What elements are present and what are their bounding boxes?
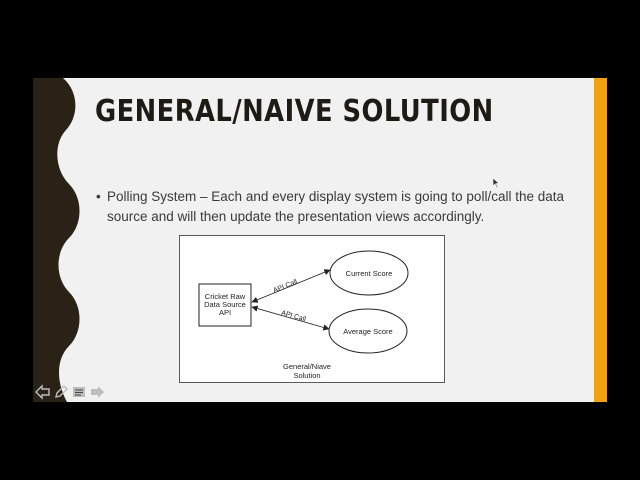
edge-label-bottom: API Call — [280, 309, 307, 324]
average-score-label: Average Score — [343, 327, 393, 336]
bullet-text: Polling System – Each and every display system is going to poll/call the data source and will then update the presentation views accordingly. — [107, 189, 564, 224]
slide — [33, 78, 607, 402]
bullet-point — [96, 187, 566, 227]
source-label-line3: API — [218, 308, 232, 317]
diagram-caption-line1: General/Niave — [283, 362, 331, 371]
forward-arrow-icon[interactable] — [89, 384, 105, 400]
accent-bar — [594, 78, 607, 402]
menu-icon[interactable] — [71, 384, 87, 400]
architecture-diagram — [179, 235, 445, 383]
current-score-label: Current Score — [345, 269, 393, 278]
source-label-line2: Data Source — [204, 300, 246, 309]
slide-title: GENERAL/NAIVE SOLUTION — [95, 94, 494, 129]
pen-icon[interactable] — [53, 384, 69, 400]
edge-label-top: API Call — [272, 278, 299, 295]
bullet-marker: • — [96, 189, 101, 204]
slideshow-toolbar — [35, 384, 105, 400]
diagram-caption-line2: Solution — [293, 371, 321, 380]
source-label-line1: Cricket Raw — [204, 292, 246, 301]
back-arrow-icon[interactable] — [35, 384, 51, 400]
mouse-cursor-icon — [493, 178, 501, 188]
